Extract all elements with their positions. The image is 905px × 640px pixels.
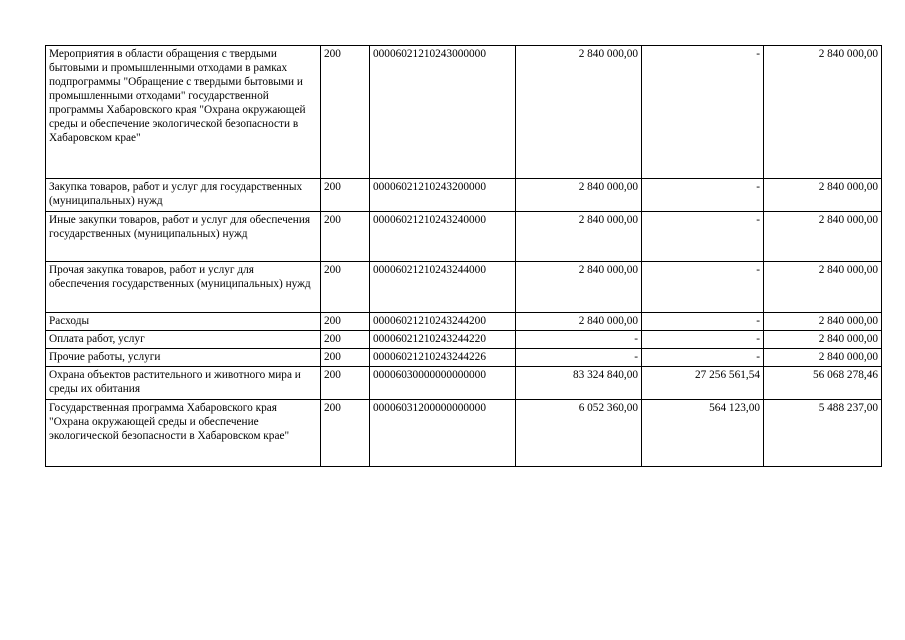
table-row [46, 400, 882, 467]
row-line-code: 200 [321, 46, 370, 179]
row-line-code: 200 [321, 367, 370, 400]
row-name: Государственная программа Хабаровского края "Охрана окружающей среды и обеспечение экологической безопасности в Хабаровском крае" [46, 400, 321, 467]
row-remaining-amount: 56 068 278,46 [764, 367, 882, 400]
row-remaining-amount: 2 840 000,00 [764, 349, 882, 367]
row-remaining-amount: 2 840 000,00 [764, 179, 882, 212]
row-name: Иные закупки товаров, работ и услуг для обеспечения государственных (муниципальных) нужд [46, 212, 321, 262]
row-remaining-amount: 5 488 237,00 [764, 400, 882, 467]
row-line-code: 200 [321, 179, 370, 212]
row-executed-amount: - [642, 349, 764, 367]
row-approved-amount: - [516, 331, 642, 349]
row-approved-amount: 2 840 000,00 [516, 262, 642, 313]
table-row [46, 212, 882, 262]
budget-table [45, 45, 882, 467]
row-approved-amount: 6 052 360,00 [516, 400, 642, 467]
row-classification-code: 00006021210243240000 [370, 212, 516, 262]
row-remaining-amount: 2 840 000,00 [764, 262, 882, 313]
table-row [46, 331, 882, 349]
row-approved-amount: 2 840 000,00 [516, 212, 642, 262]
row-executed-amount: - [642, 212, 764, 262]
table-row [46, 262, 882, 313]
row-executed-amount: - [642, 331, 764, 349]
row-classification-code: 00006021210243244220 [370, 331, 516, 349]
row-classification-code: 00006031200000000000 [370, 400, 516, 467]
row-remaining-amount: 2 840 000,00 [764, 212, 882, 262]
row-classification-code: 00006021210243200000 [370, 179, 516, 212]
row-approved-amount: - [516, 349, 642, 367]
row-approved-amount: 83 324 840,00 [516, 367, 642, 400]
row-line-code: 200 [321, 313, 370, 331]
row-line-code: 200 [321, 400, 370, 467]
row-executed-amount: 27 256 561,54 [642, 367, 764, 400]
row-executed-amount: - [642, 46, 764, 179]
row-line-code: 200 [321, 262, 370, 313]
row-line-code: 200 [321, 331, 370, 349]
row-executed-amount: - [642, 262, 764, 313]
row-remaining-amount: 2 840 000,00 [764, 313, 882, 331]
row-name: Оплата работ, услуг [46, 331, 321, 349]
row-executed-amount: - [642, 179, 764, 212]
row-name: Мероприятия в области обращения с твердыми бытовыми и промышленными отходами в рамках подпрограммы "Обращение с твердыми бытовыми и промышленными отходами" государственной программы Хабаровского края "Охрана окружающей среды и обеспечение экологической безопасности в Хабаровском крае" [46, 46, 321, 179]
row-remaining-amount: 2 840 000,00 [764, 46, 882, 179]
row-classification-code: 00006021210243244200 [370, 313, 516, 331]
row-name: Прочие работы, услуги [46, 349, 321, 367]
table-row [46, 179, 882, 212]
row-name: Охрана объектов растительного и животного мира и среды их обитания [46, 367, 321, 400]
row-approved-amount: 2 840 000,00 [516, 46, 642, 179]
row-name: Закупка товаров, работ и услуг для государственных (муниципальных) нужд [46, 179, 321, 212]
row-classification-code: 00006030000000000000 [370, 367, 516, 400]
row-classification-code: 00006021210243244000 [370, 262, 516, 313]
row-name: Прочая закупка товаров, работ и услуг для обеспечения государственных (муниципальных) нужд [46, 262, 321, 313]
row-approved-amount: 2 840 000,00 [516, 313, 642, 331]
row-executed-amount: 564 123,00 [642, 400, 764, 467]
row-approved-amount: 2 840 000,00 [516, 179, 642, 212]
row-name: Расходы [46, 313, 321, 331]
table-row [46, 367, 882, 400]
table-row [46, 349, 882, 367]
table-row [46, 46, 882, 179]
row-line-code: 200 [321, 349, 370, 367]
row-remaining-amount: 2 840 000,00 [764, 331, 882, 349]
row-line-code: 200 [321, 212, 370, 262]
table-row [46, 313, 882, 331]
row-classification-code: 00006021210243000000 [370, 46, 516, 179]
row-classification-code: 00006021210243244226 [370, 349, 516, 367]
row-executed-amount: - [642, 313, 764, 331]
